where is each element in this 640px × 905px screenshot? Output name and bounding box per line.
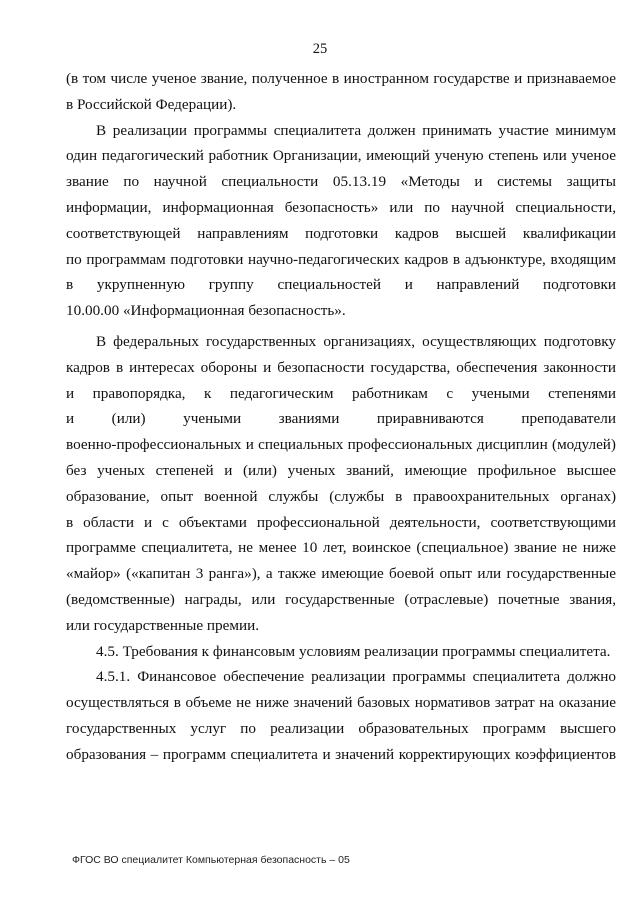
text-line: в укрупненную группу специальностей и направлений подготовки xyxy=(66,276,616,294)
text-line: 4.5.1. Финансовое обеспечение реализации программы специалитета должно xyxy=(96,668,616,686)
text-line: В федеральных государственных организациях, осуществляющих подготовку xyxy=(96,332,616,350)
page-footer: ФГОС ВО специалитет Компьютерная безопасность – 05 xyxy=(72,854,350,866)
text-line: в Российской Федерации). xyxy=(66,95,237,113)
text-line: образование, опыт военной службы (службы в правоохранительных органах) xyxy=(66,487,616,505)
text-line: и правопорядка, к педагогическим работникам с учеными степенями xyxy=(66,384,616,402)
text-line: (ведомственные) награды, или государственные (отраслевые) почетные звания, xyxy=(66,590,616,608)
text-line: осуществляться в объеме не ниже значений базовых нормативов затрат на оказание xyxy=(66,694,616,712)
document-body xyxy=(66,66,616,768)
text-line: государственных услуг по реализации образовательных программ высшего xyxy=(66,719,616,737)
text-line: программе специалитета, не менее 10 лет, воинское (специальное) звание не ниже xyxy=(66,539,616,557)
text-line: В реализации программы специалитета должен принимать участие минимум xyxy=(96,121,616,139)
text-line: в области и с объектами профессиональной деятельности, соответствующими xyxy=(66,513,616,531)
text-line: (в том числе ученое звание, полученное в иностранном государстве и признаваемое xyxy=(66,70,616,87)
text-line: информации, информационная безопасность» или по научной специальности, xyxy=(66,198,616,216)
text-line: звание по научной специальности 05.13.19 «Методы и системы защиты xyxy=(66,173,616,191)
text-line: «майор» («капитан 3 ранга»), а также имеющие боевой опыт или государственные xyxy=(66,565,616,583)
text-line: 4.5. Требования к финансовым условиям реализации программы специалитета. xyxy=(96,642,611,660)
text-line: соответствующей направлениям подготовки кадров высшей квалификации xyxy=(66,224,616,242)
text-line: и (или) учеными званиями приравниваются преподаватели xyxy=(66,410,616,428)
text-line: военно-профессиональных и специальных профессиональных дисциплин (модулей) xyxy=(66,436,616,454)
text-line: или государственные премии. xyxy=(66,616,260,634)
text-line: 10.00.00 «Информационная безопасность». xyxy=(66,302,346,320)
text-line: один педагогический работник Организации, имеющий ученую степень или ученое xyxy=(66,147,616,165)
text-line: образования – программ специалитета и значений корректирующих коэффициентов xyxy=(66,745,616,763)
page-number: 25 xyxy=(312,41,328,57)
text-line: без ученых степеней и (или) ученых званий, имеющие профильное высшее xyxy=(66,461,616,479)
text-line: кадров в интересах обороны и безопасности государства, обеспечения законности xyxy=(66,358,616,376)
text-line: по программам подготовки научно-педагогических кадров в адъюнктуре, входящим xyxy=(66,250,616,268)
